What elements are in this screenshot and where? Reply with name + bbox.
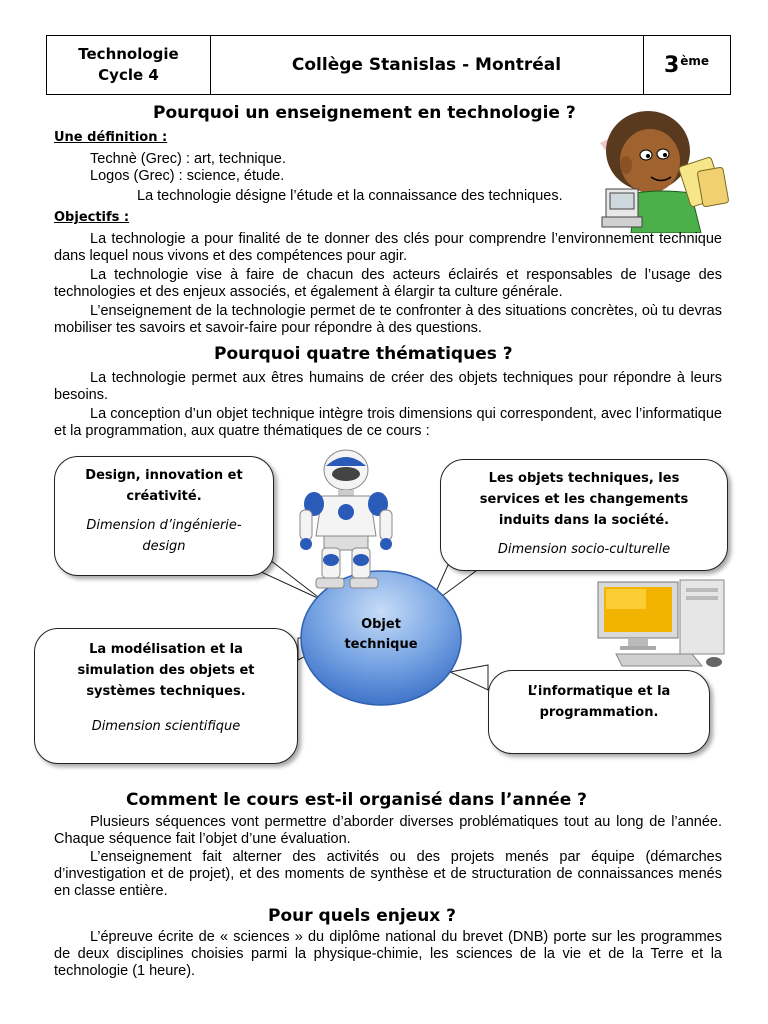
computer-icon <box>592 578 738 670</box>
bubble-model-title-3: systèmes techniques. <box>86 684 246 699</box>
bubble-model-dimension: Dimension scientifique <box>91 719 241 734</box>
themes-paragraph-1: La technologie permet aux êtres humains de créer des objets techniques pour répondre à leurs besoins. <box>54 370 722 403</box>
bubble-it-title-2: programmation. <box>539 705 659 720</box>
center-label <box>298 615 464 655</box>
section-stakes-title: Pour quels enjeux ? <box>268 906 457 926</box>
bubble-social-title-3: induits dans la société. <box>498 513 670 528</box>
objective-paragraph-1: La technologie a pour finalité de te donner des clés pour comprendre l’environnement technique dans lequel nous vivons et des compétences pour agir. <box>54 231 722 264</box>
section-why-title: Pourquoi un enseignement en technologie ? <box>153 103 576 123</box>
section-organization-title: Comment le cours est-il organisé dans l’année ? <box>126 790 588 810</box>
header-grade-cell <box>643 36 730 94</box>
header-table <box>46 35 731 95</box>
header-grade: 3 <box>663 52 680 78</box>
bubble-design-title-2: créativité. <box>126 489 202 504</box>
robot-icon <box>288 448 408 598</box>
bubble-design-dimension-2: design <box>142 539 186 554</box>
bubble-model-title-1: La modélisation et la <box>89 642 243 657</box>
themes-paragraph-2: La conception d’un objet technique intègre trois dimensions qui correspondent, avec l’informatique et la programmation, aux quatre thématiques de ce cours : <box>54 406 722 439</box>
section-themes-title: Pourquoi quatre thématiques ? <box>214 344 513 364</box>
header-subject: Technologie <box>78 45 179 63</box>
header-school-cell <box>210 36 644 94</box>
bubble-design-dimension-1: Dimension d’ingénierie- <box>86 518 242 533</box>
bubble-model <box>34 628 298 764</box>
stakes-paragraph-1: L’épreuve écrite de « sciences » du diplôme national du brevet (DNB) porte sur les programmes de deux disciplines choisies parmi la physique-chimie, les sciences de la vie et de la Terre et la technologie (1 heure). <box>54 929 722 979</box>
organization-paragraph-1: Plusieurs séquences vont permettre d’aborder diverses problématiques tout au long de l’année. Chaque séquence fait l’objet d’une évaluation. <box>54 814 722 847</box>
definition-line-3: La technologie désigne l’étude et la connaissance des techniques. <box>137 188 563 204</box>
header-grade-sup: ème <box>680 54 710 68</box>
center-label-line-2: technique <box>344 637 418 652</box>
bubble-social <box>440 459 728 571</box>
bubble-social-dimension: Dimension socio-culturelle <box>497 542 671 557</box>
header-school: Collège Stanislas - Montréal <box>291 55 562 75</box>
center-label-line-1: Objet <box>361 617 401 632</box>
bubble-model-title-2: simulation des objets et <box>77 663 255 678</box>
definition-line-2: Logos (Grec) : science, étude. <box>90 168 285 184</box>
definition-label: Une définition : <box>54 130 168 145</box>
header-subject-cell <box>47 36 211 94</box>
objectives-label: Objectifs : <box>54 210 130 225</box>
objective-paragraph-2: La technologie vise à faire de chacun des acteurs éclairés et responsables de l’usage des technologies et des enjeux associés, et également à élargir ta culture générale. <box>54 267 722 300</box>
objective-paragraph-3: L’enseignement de la technologie permet de te confronter à des situations concrètes, où tu devras mobiliser tes savoirs et savoir-faire pour répondre à des questions. <box>54 303 722 336</box>
header-cycle: Cycle 4 <box>98 66 159 84</box>
organization-paragraph-2: L’enseignement fait alterner des activités ou des projets menés par équipe (démarches d’investigation et de projet), et des moments de synthèse et de structuration de connaissances menés en classe entière. <box>54 849 722 899</box>
bubble-design-title-1: Design, innovation et <box>85 468 243 483</box>
bubble-it <box>488 670 710 754</box>
bubble-design <box>54 456 274 576</box>
bubble-it-title-1: L’informatique et la <box>527 684 671 699</box>
bubble-social-title-1: Les objets techniques, les <box>488 471 680 486</box>
definition-line-1: Technè (Grec) : art, technique. <box>90 151 286 167</box>
bubble-social-title-2: services et les changements <box>479 492 689 507</box>
